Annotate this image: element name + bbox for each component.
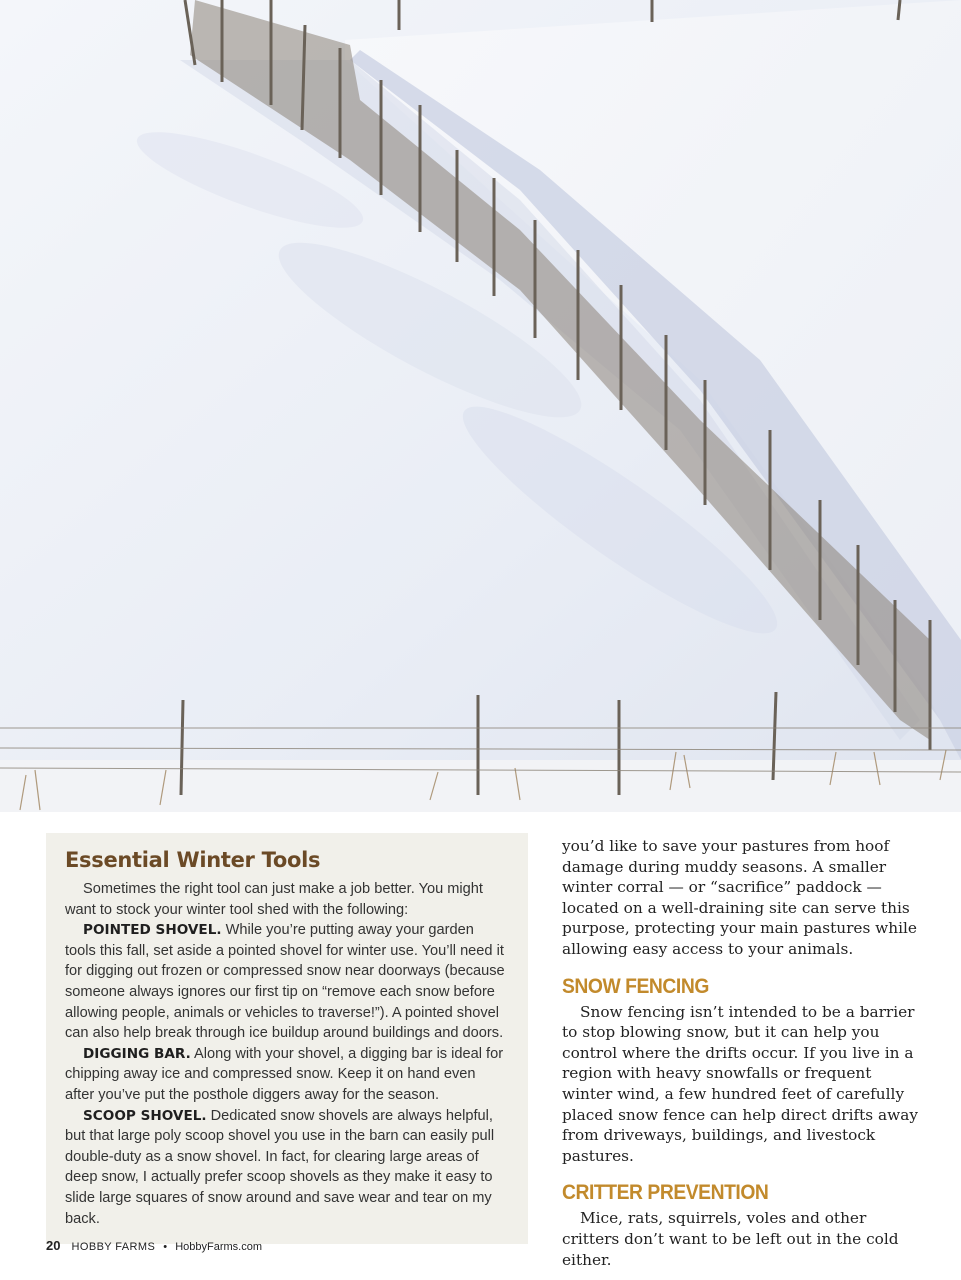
sidebar-title: Essential Winter Tools [65,848,321,872]
sidebar-item-text: Along with your shovel, a digging bar is ideal for chipping away ice and compressed snow. Keep it on hand even after you’ve put the posthole diggers away for the season. [65,1045,504,1103]
critter-prevention-paragraph: Mice, rats, squirrels, voles and other critters don’t want to be left out in the cold either. [562,1209,899,1269]
section-heading-snow-fencing: SNOW FENCING [562,974,709,998]
footer-separator: • [163,1241,168,1253]
page-number: 20 [46,1238,61,1253]
magazine-name: HOBBY FARMS [71,1241,156,1253]
article-continued-paragraph: you’d like to save your pastures from hoof damage during muddy seasons. A smaller winter corral — or “sacrifice” paddock — located on a well-draining site can serve this purpose, protecting your main pastures while allowing easy access to your animals. [562,837,917,958]
section-heading-critter-prevention: CRITTER PREVENTION [562,1181,769,1205]
website-link[interactable]: HobbyFarms.com [175,1241,262,1253]
sidebar-item-term: DIGGING BAR. [83,1045,191,1062]
page-footer [46,1238,262,1253]
sidebar-item-scoop-shovel [65,1106,508,1230]
sidebar-item-text: While you’re putting away your garden tools this fall, set aside a pointed shovel for winter use. You’ll need it for digging out frozen or compressed snow near doorways (because someone always ignores our first tip on “remove each snow before allowing people, animals or vehicles to traverse!”). A pointed shovel can also help break through ice buildup around buildings and doors. [65,922,505,1042]
essential-winter-tools-sidebar [46,833,528,1244]
article-column [562,836,922,1270]
sidebar-intro: Sometimes the right tool can just make a job better. You might want to stock your winter tool shed with the following: [65,881,483,918]
sidebar-item-pointed-shovel [65,920,508,1044]
sidebar-item-term: SCOOP SHOVEL. [83,1107,207,1124]
sidebar-item-term: POINTED SHOVEL. [83,922,222,939]
sidebar-item-digging-bar [65,1044,508,1106]
sidebar-item-text: Dedicated snow shovels are always helpful, but that large poly scoop shovel you use in the barn can easily pull double-duty as a snow shovel. In fact, for clearing large areas of deep snow, I actually prefer scoop shovels as they make it easy to slide large squares of snow around and save wear and tear on my back. [65,1107,495,1227]
snow-fencing-paragraph: Snow fencing isn’t intended to be a barrier to stop blowing snow, but it can help you control where the drifts occur. If you live in a region with heavy snowfalls or frequent winter wind, a few hundred feet of carefully placed snow fence can help direct drifts away from driveways, buildings, and livestock pastures. [562,1002,918,1165]
